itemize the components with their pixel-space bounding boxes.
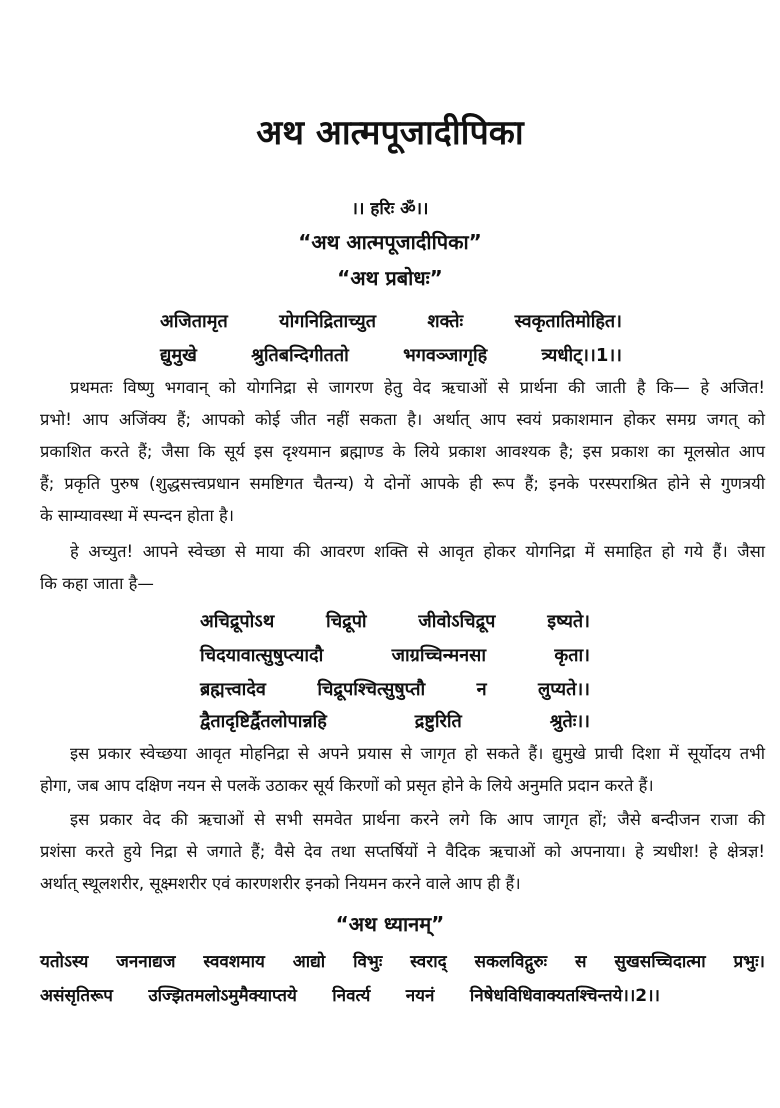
text-line: प्रभो! आप अजिंक्य हैं; आपको कोई जीत नहीं सकता है। अर्थात् आप स्वयं प्रकाशमान होकर समग्र जगत् को [40,410,765,429]
text-line: प्रकाशित करते हैं; जैसा कि सूर्य इस दृश्यमान ब्रह्माण्ड के लिये प्रकाश आवश्यक है; इस प्रकाश का मूलस्रोत आप [40,442,765,461]
text-line: अर्थात् स्थूलशरीर, सूक्ष्मशरीर एवं कारणशरीर इनको नियमन करने वाले आप ही हैं। [40,874,521,893]
text-line: कि कहा जाता है— [40,574,154,593]
verse-line: असंसृतिरूप उज्झितमलोऽमुमैक्याप्तये निवर्त्य नयनं निषेधविधिवाक्यतश्चिन्तये।।2।। [40,986,660,1006]
text-line: हैं; प्रकृति पुरुष (शुद्धसत्त्वप्रधान समष्टिगत चैतन्य) ये दोनों आपके ही रूप हैं; इनके परस्पराश्रित होने से गुणत्रयी [40,474,765,493]
verse-line: अचिद्रूपोऽथ चिद्रूपो जीवोऽचिद्रूप इष्यते। [200,611,590,632]
text-line: हे अच्युत! आपने स्वेच्छा से माया की आवरण शक्ति से आवृत होकर योगनिद्रा में समाहित हो गये हैं। जैसा [70,542,765,561]
verse-line: ब्रह्मत्त्वादेव चिद्रूपश्चित्सुषुप्तौ न लुप्यते।। [200,679,590,700]
verse-line: यतोऽस्य जननाद्यज स्ववशमाय आद्यो विभुः स्वराद् सकलविद्गुरुः स सुखसच्चिदात्मा प्रभुः। [40,952,765,972]
text-line: इस प्रकार वेद की ऋचाओं से सभी समवेत प्रार्थना करने लगे कि आप जागृत हों; जैसे बन्दीजन राजा की [70,810,765,829]
verse-line: द्वैतादृष्टिर्द्वैतलोपान्नहि द्रष्टुरिति श्रुतेः।। [200,711,590,732]
verse-line: द्युमुखे श्रुतिबन्दिगीततो भगवञ्जागृहि त्र्यधीट्।।1।। [160,345,622,366]
invocation: ।। हरिः ॐ।। [351,199,429,219]
verse-line: चिदयावात्सुषुप्त्यादौ जाग्रच्चिन्मनसा कृता। [200,645,590,666]
verse-line: अजितामृत योगनिद्रिताच्युत शक्तेः स्वकृतातिमोहित। [160,311,622,332]
section-heading: “अथ आत्मपूजादीपिका” [298,230,482,254]
text-line: इस प्रकार स्वेच्छया आवृत मोहनिद्रा से अपने प्रयास से जागृत हो सकते हैं। द्युमुखे प्राची दिशा में सूर्योदय तभी [70,744,765,763]
text-line: प्रशंसा करते हुये निद्रा से जगाते हैं; वैसे देव तथा सप्तर्षियों ने वैदिक ऋचाओं को अपनाया। हे त्र्यधीश! हे क्षेत्रज्ञ! [40,842,765,861]
text-line: होगा, जब आप दक्षिण नयन से पलकें उठाकर सूर्य किरणों को प्रसृत होने के लिये अनुमति प्रदान करते हैं। [40,776,654,795]
page-title: अथ आत्मपूजादीपिका [256,113,524,153]
text-line: के साम्यावस्था में स्पन्दन होता है। [40,506,235,525]
section-heading: “अथ ध्यानम्” [335,912,445,936]
section-heading: “अथ प्रबोधः” [337,266,443,290]
text-line: प्रथमतः विष्णु भगवान् को योगनिद्रा से जागरण हेतु वेद ऋचाओं से प्रार्थना की जाती है कि— हे अजित! [70,378,765,397]
